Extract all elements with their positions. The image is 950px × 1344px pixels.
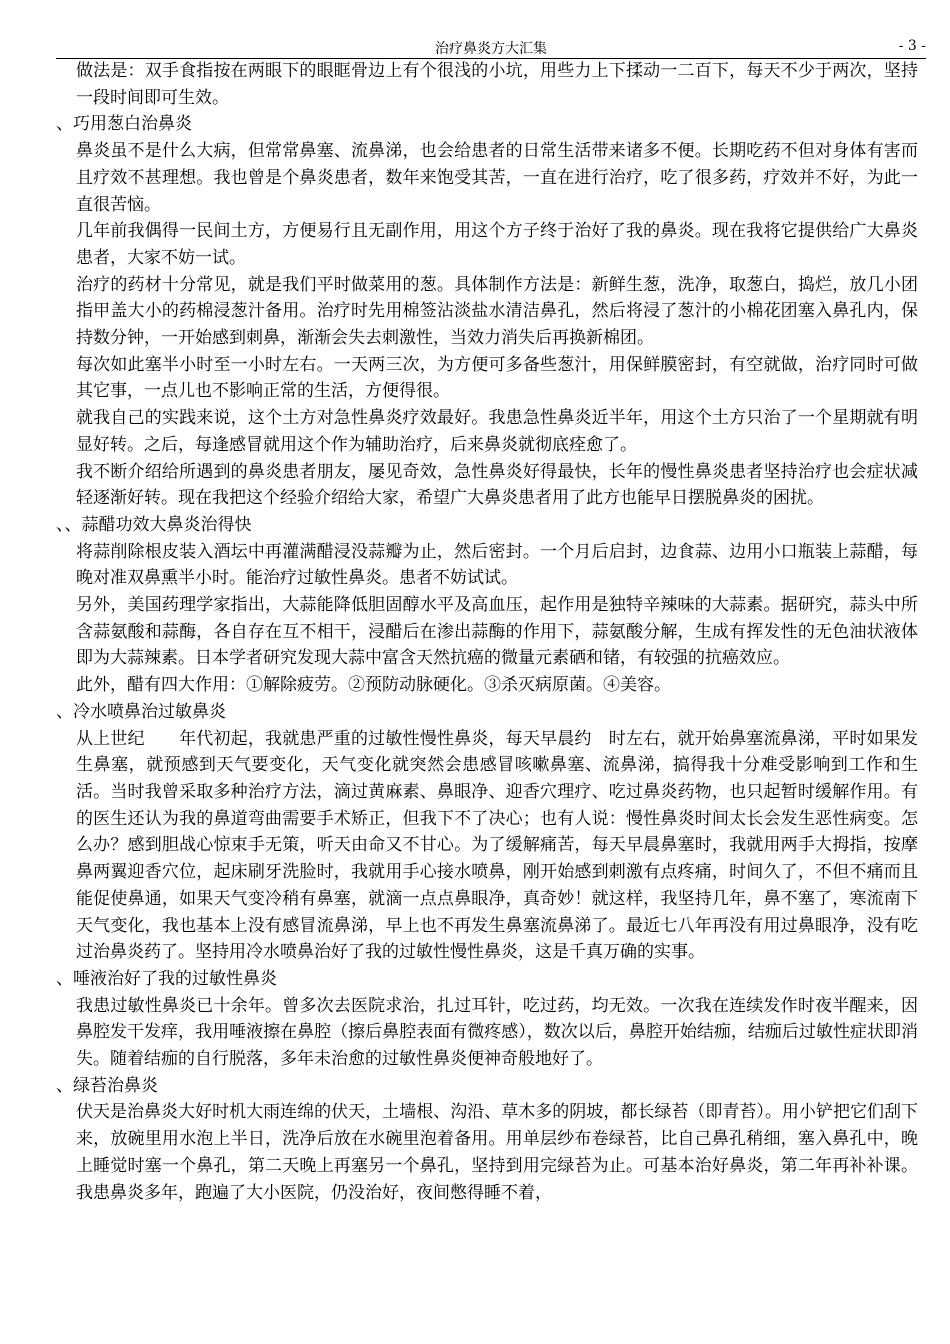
section-heading: 、巧用葱白治鼻炎 xyxy=(56,114,192,135)
paragraph: 从上世纪 年代初起，我就患严重的过敏性慢性鼻炎，每天早晨约 时左右，就开始鼻塞流鼻涕，平时如果发生鼻塞，就预感到天气要变化，天气变化就突然会患感冒咳嗽鼻塞、流鼻涕，搞得我十分难受影响到工作和生活。当时我曾采取多种治疗方法，滴过黄麻素、鼻眼净、迎香穴理疗、吃过鼻炎药物，也只起暂时缓解作用。有的医生还认为我的鼻道弯曲需要手术矫正，但我下不了决心；也有人说：慢性鼻炎时间太长会发生恶性病变。怎么办？感到胆战心惊束手无策，听天由命又不甘心。为了缓解痛苦，每天早晨鼻塞时，我就用两手大拇指，按摩鼻两翼迎香穴位，起床刷牙洗脸时，我就用手心接水喷鼻，刚开始感到刺激有点疼痛，时间久了，不但不痛而且能促使鼻通，如果天气变冷稍有鼻塞，就滴一点点鼻眼净，真奇妙！就这样，我坚持几年，鼻不塞了，寒流南下天气变化，我也基本上没有感冒流鼻涕，早上也不再发生鼻塞流鼻涕了。最近七八年再没有用过鼻眼净，没有吃过治鼻炎药了。坚持用冷水喷鼻治好了我的过敏性慢性鼻炎，这是千真万确的实事。 xyxy=(76,728,918,963)
paragraph: 此外，醋有四大作用：①解除疲劳。②预防动脉硬化。③杀灭病原菌。④美容。 xyxy=(76,675,671,696)
paragraph: 将蒜削除根皮装入酒坛中再灌满醋浸没蒜瓣为止，然后密封。一个月后启封，边食蒜、边用小口瓶装上蒜醋，每晚对准双鼻熏半小时。能治疗过敏性鼻炎。患者不妨试试。 xyxy=(76,541,918,589)
section-heading: 、唾液治好了我的过敏性鼻炎 xyxy=(56,968,277,989)
paragraph: 每次如此塞半小时至一小时左右。一天两三次，为方便可多备些葱汁，用保鲜膜密封，有空就做，治疗同时可做其它事，一点儿也不影响正常的生活，方便得很。 xyxy=(76,354,918,402)
section-heading: 、绿苔治鼻炎 xyxy=(56,1075,158,1096)
document-body xyxy=(56,58,918,1206)
paragraph: 鼻炎虽不是什么大病，但常常鼻塞、流鼻涕，也会给患者的日常生活带来诸多不便。长期吃药不但对身体有害而且疗效不甚理想。我也曾是个鼻炎患者，数年来饱受其苦，一直在进行治疗，吃了很多药，疗效并不好，为此一直很苦恼。 xyxy=(76,141,918,215)
paragraph: 我患过敏性鼻炎已十余年。曾多次去医院求治，扎过耳针，吃过药，均无效。一次我在连续发作时夜半醒来，因鼻腔发干发痒，我用唾液擦在鼻腔（擦后鼻腔表面有微疼感），数次以后，鼻腔开始结痂，结痂后过敏性症状即消失。随着结痂的自行脱落，多年未治愈的过敏性鼻炎便神奇般地好了。 xyxy=(76,995,918,1070)
header-title: 治疗鼻炎方大汇集 xyxy=(435,41,547,57)
paragraph: 伏天是治鼻炎大好时机大雨连绵的伏天，土墙根、沟沿、草木多的阴坡，都长绿苔（即青苔）。用小铲把它们刮下来，放碗里用水泡上半日，洗净后放在水碗里泡着备用。用单层纱布卷绿苔，比自己鼻孔稍细，塞入鼻孔中，晚上睡觉时塞一个鼻孔，第二天晚上再塞另一个鼻孔，坚持到用完绿苔为止。可基本治好鼻炎，第二年再补补课。我患鼻炎多年，跑遍了大小医院，仍没治好，夜间憋得睡不着， xyxy=(76,1102,918,1203)
paragraph: 治疗的药材十分常见，就是我们平时做菜用的葱。具体制作方法是：新鲜生葱，洗净，取葱白，捣烂，放几小团指甲盖大小的药棉浸葱汁备用。治疗时先用棉签沾淡盐水清洁鼻孔，然后将浸了葱汁的小棉花团塞入鼻孔内，保持数分钟，一开始感到刺鼻，渐渐会失去刺激性，当效力消失后再换新棉团。 xyxy=(76,274,918,349)
section-heading: 、冷水喷鼻治过敏鼻炎 xyxy=(56,701,226,722)
section-heading: 、、蒜醋功效大鼻炎治得快 xyxy=(56,514,252,535)
page-number: - 3 - xyxy=(898,38,926,54)
paragraph: 就我自己的实践来说，这个土方对急性鼻炎疗效最好。我患急性鼻炎近半年，用这个土方只治了一个星期就有明显好转。之后，每逢感冒就用这个作为辅助治疗，后来鼻炎就彻底痊愈了。 xyxy=(76,408,918,455)
paragraph: 另外，美国药理学家指出，大蒜能降低胆固醇水平及高血压，起作用是独特辛辣味的大蒜素。据研究，蒜头中所含蒜氨酸和蒜酶，各自存在互不相干，浸醋后在渗出蒜酶的作用下，蒜氨酸分解，生成有挥发性的无色油状液体即为大蒜辣素。日本学者研究发现大蒜中富含天然抗癌的微量元素硒和锗，有较强的抗癌效应。 xyxy=(76,595,918,669)
paragraph: 做法是：双手食指按在两眼下的眼眶骨边上有个很浅的小坑，用些力上下揉动一二百下，每天不少于两次，坚持一段时间即可生效。 xyxy=(76,61,918,108)
paragraph: 几年前我偶得一民间土方，方便易行且无副作用，用这个方子终于治好了我的鼻炎。现在我将它提供给广大鼻炎患者，大家不妨一试。 xyxy=(76,221,918,268)
page-header xyxy=(56,38,926,59)
paragraph: 我不断介绍给所遇到的鼻炎患者朋友，屡见奇效，急性鼻炎好得最快，长年的慢性鼻炎患者坚持治疗也会症状减轻逐渐好转。现在我把这个经验介绍给大家，希望广大鼻炎患者用了此方也能早日摆脱鼻炎的困扰。 xyxy=(76,461,918,509)
